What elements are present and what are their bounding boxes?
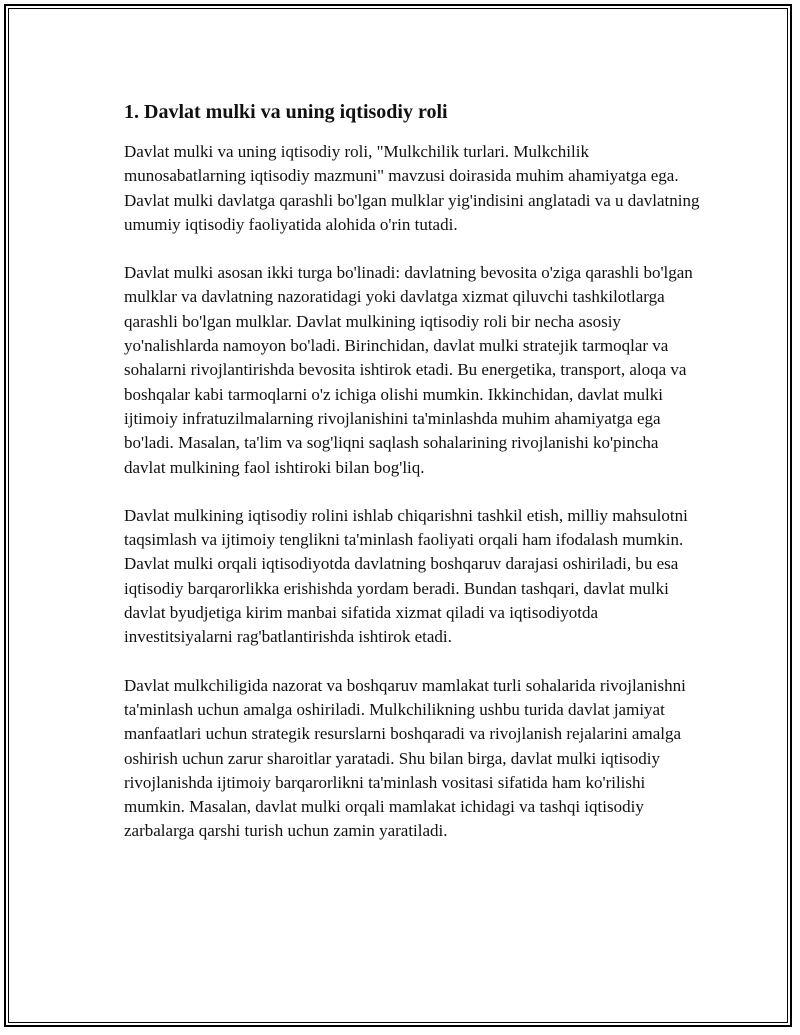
document-title: 1. Davlat mulki va uning iqtisodiy roli [124,101,448,123]
paragraph-2: Davlat mulki asosan ikki turga bo'linadi: davlatning bevosita o'ziga qarashli bo'lgan mulklar va davlatning nazoratidagi yoki davlatga xizmat qiluvchi tashkilotlarga qarashli bo'lgan mulklar. Davlat mulkining iqtisodiy roli bir necha asosiy yo'nalishlarda namoyon bo'ladi. Birinchidan, davlat mulki stratejik tarmoqlar va sohalarni rivojlantirishda bevosita ishtirok etadi. Bu energetika, transport, aloqa va boshqalar kabi tarmoqlarni o'z ichiga olishi mumkin. Ikkinchidan, davlat mulki ijtimoiy infratuzilmalarning rivojlanishini ta'minlashda muhim ahamiyatga ega bo'ladi. Masalan, ta'lim va sog'liqni saqlash sohalarining rivojlanishi ko'pincha davlat mulkining faol ishtiroki bilan bog'liq. [124,263,693,477]
paragraph-4: Davlat mulkchiligida nazorat va boshqaruv mamlakat turli sohalarida rivojlanishni ta'minlash uchun amalga oshiriladi. Mulkchilikning ushbu turida davlat jamiyat manfaatlari uchun strategik resurslarni boshqaradi va rivojlanish rejalarini amalga oshirish uchun zarur sharoitlar yaratadi. Shu bilan birga, davlat mulki iqtisodiy rivojlanishda ijtimoiy barqarorlikni ta'minlash vositasi sifatida ham ko'rilishi mumkin. Masalan, davlat mulki orqali mamlakat ichidagi va tashqi iqtisodiy zarbalarga qarshi turish uchun zamin yaratiladi. [124,675,686,841]
document-body [124,98,704,868]
paragraph-3: Davlat mulkining iqtisodiy rolini ishlab chiqarishni tashkil etish, milliy mahsulotni taqsimlash va ijtimoiy tenglikni ta'minlash faoliyati orqali ham ifodalash mumkin. Davlat mulki orqali iqtisodiyotda davlatning boshqaruv darajasi oshiriladi, bu esa iqtisodiy barqarorlikka erishishda yordam beradi. Bundan tashqari, davlat mulki davlat byudjetiga kirim manbai sifatida xizmat qiladi va iqtisodiyotda investitsiyalarni rag'batlantirishda ishtirok etadi. [124,505,688,647]
paragraph-1: Davlat mulki va uning iqtisodiy roli, "Mulkchilik turlari. Mulkchilik munosabatlarning iqtisodiy mazmuni" mavzusi doirasida muhim ahamiyatga ega. Davlat mulki davlatga qarashli bo'lgan mulklar yig'indisini anglatadi va u davlatning umumiy iqtisodiy faoliyatida alohida o'rin tutadi. [124,142,700,234]
page-frame [4,4,792,1027]
